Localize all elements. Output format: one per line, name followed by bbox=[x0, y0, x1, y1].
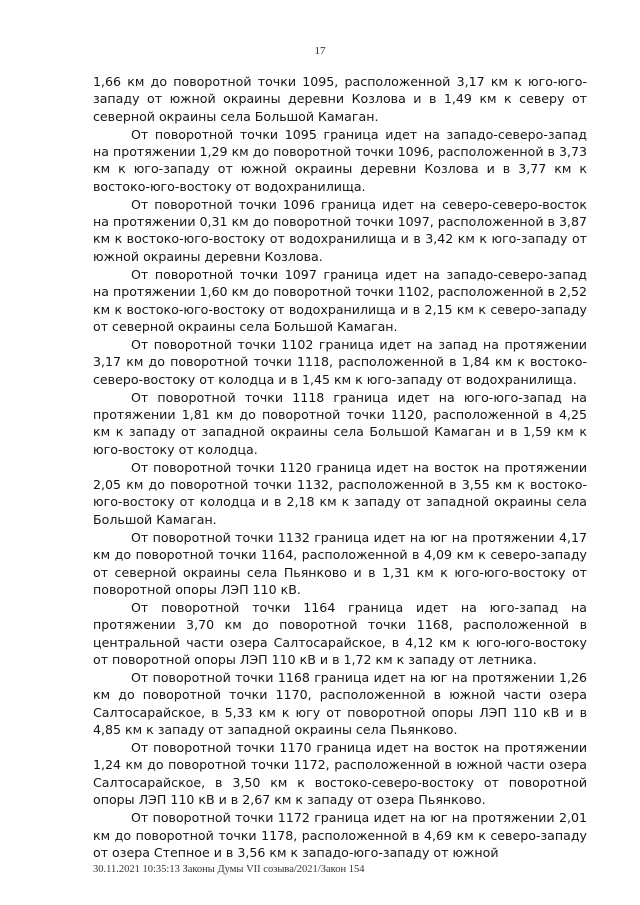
paragraph: От поворотной точки 1097 граница идет на западо-северо-запад на протяжении 1,60 км до поворотной точки 1102, расположенной в 2,52 км к востоко-юго-востоку от водохранилища и в 2,15 км к северо-западу от северной окраины села Большой Камаган. bbox=[93, 266, 587, 334]
paragraph: От поворотной точки 1132 граница идет на юг на протяжении 4,17 км до поворотной точки 1164, расположенной в 4,09 км к северо-западу от северной окраины села Пьянково и в 1,31 км к юго-юго-востоку от поворотной опоры ЛЭП 110 кВ. bbox=[93, 529, 587, 597]
paragraph: От поворотной точки 1164 граница идет на юго-запад на протяжении 3,70 км до поворотной точки 1168, расположенной в центральной части озера Салтосарайское, в 4,12 км к юго-юго-востоку от поворотной опоры ЛЭП 110 кВ и в 1,72 км к западу от летника. bbox=[93, 600, 587, 667]
paragraph: От поворотной точки 1096 граница идет на северо-северо-восток на протяжении 0,31 км до поворотной точки 1097, расположенной в 3,87 км к востоко-юго-востоку от водохранилища и в 3,42 км к юго-западу от южной окраины деревни Козлова. bbox=[93, 196, 587, 264]
document-footer: 30.11.2021 10:35:13 Законы Думы VII созыва/2021/Закон 154 bbox=[93, 864, 365, 875]
page-number: 17 bbox=[314, 45, 326, 57]
paragraph: От поворотной точки 1170 граница идет на восток на протяжении 1,24 км до поворотной точки 1172, расположенной в южной части озера Салтосарайское, в 3,50 км к востоко-северо-востоку от поворотной опоры ЛЭП 110 кВ и в 2,67 км к западу от озера Пьянково. bbox=[93, 740, 587, 808]
paragraph: От поворотной точки 1172 граница идет на юг на протяжении 2,01 км до поворотной точки 1178, расположенной в 4,69 км к северо-западу от озера Степное и в 3,56 км к западо-юго-западу от южной bbox=[93, 810, 587, 860]
paragraph: От поворотной точки 1120 граница идет на восток на протяжении 2,05 км до поворотной точки 1132, расположенной в 3,55 км к востоко-юго-востоку от колодца и в 2,18 км к западу от западной окраины села Большой Камаган. bbox=[93, 459, 587, 527]
paragraph: От поворотной точки 1118 граница идет на юго-юго-запад на протяжении 1,81 км до поворотной точки 1120, расположенной в 4,25 км к западу от западной окраины села Большой Камаган и в 1,59 км к юго-востоку от колодца. bbox=[93, 389, 587, 457]
document-body bbox=[93, 73, 587, 862]
paragraph: От поворотной точки 1102 граница идет на запад на протяжении 3,17 км до поворотной точки 1118, расположенной в 1,84 км к востоко-северо-востоку от колодца и в 1,45 км к юго-западу от водохранилища. bbox=[93, 337, 587, 387]
paragraph: 1,66 км до поворотной точки 1095, расположенной 3,17 км к юго-юго-западу от южной окраины деревни Козлова и в 1,49 км к северу от северной окраины села Большой Камаган. bbox=[93, 74, 587, 124]
paragraph: От поворотной точки 1095 граница идет на западо-северо-запад на протяжении 1,29 км до поворотной точки 1096, расположенной в 3,73 км к юго-западу от южной окраины деревни Козлова и в 3,77 км к востоко-юго-востоку от водохранилища. bbox=[93, 126, 587, 194]
paragraph: От поворотной точки 1168 граница идет на юг на протяжении 1,26 км до поворотной точки 1170, расположенной в южной части озера Салтосарайское, в 5,33 км к югу от поворотной опоры ЛЭП 110 кВ и в 4,85 км к западу от западной окраины села Пьянково. bbox=[93, 670, 587, 737]
